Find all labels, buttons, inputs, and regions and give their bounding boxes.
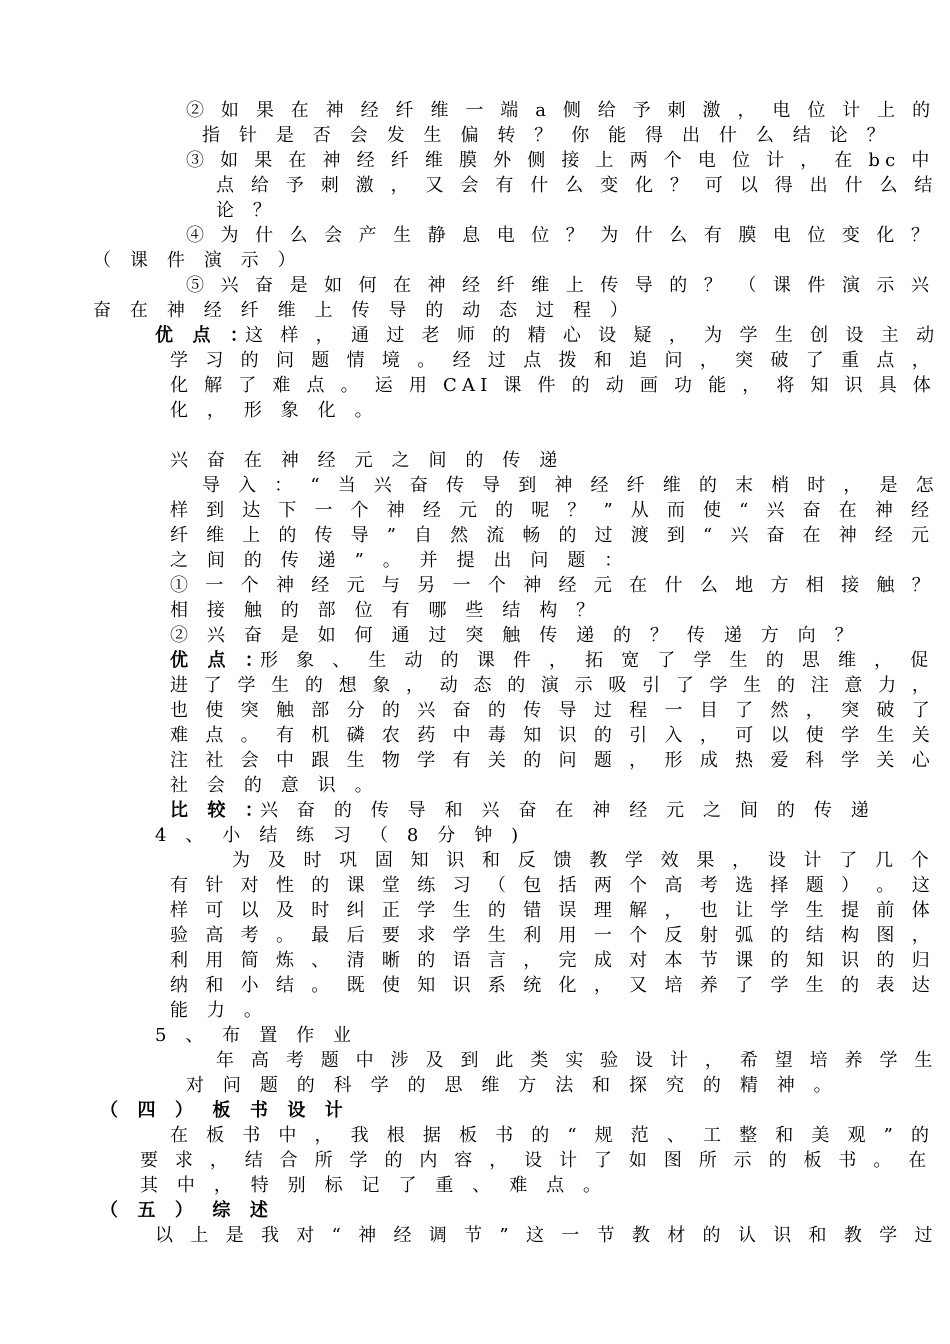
text-line: 这 样 ， 通 过 老 师 的 精 心 设 疑 ， 为 学 生 创 设 主 动 — [245, 325, 940, 346]
text-line: 注 社 会 中 跟 生 物 学 有 关 的 问 题 ， 形 成 热 爱 科 学 关 心 — [170, 750, 936, 771]
text-line: ⑤ 兴 奋 是 如 何 在 神 经 纤 维 上 传 导 的 ？ （ 课 件 演 示 兴 — [186, 275, 935, 296]
section-heading: 5 、 布 置 作 业 — [155, 1025, 358, 1046]
text-line: 纤 维 上 的 传 导 ” 自 然 流 畅 的 过 渡 到 “ 兴 奋 在 神 经 元 — [170, 525, 936, 546]
text-line: 为 及 时 巩 固 知 识 和 反 馈 教 学 效 果 ， 设 计 了 几 个 — [232, 850, 935, 871]
text-line: 化 ， 形 象 化 。 — [170, 400, 380, 421]
text-line: 验 高 考 。 最 后 要 求 学 生 利 用 一 个 反 射 弧 的 结 构 图 ， — [170, 925, 936, 946]
section-heading: （ 四 ） 板 书 设 计 — [100, 1100, 350, 1121]
text-line: 能 力 。 — [170, 1000, 269, 1021]
text-line: 学 习 的 问 题 情 境 。 经 过 点 拨 和 追 问 ， 突 破 了 重 点 ， — [170, 350, 936, 371]
text-line: ② 兴 奋 是 如 何 通 过 突 触 传 递 的 ？ 传 递 方 向 ？ — [170, 625, 860, 646]
text-line: 年 高 考 题 中 涉 及 到 此 类 实 验 设 计 ， 希 望 培 养 学 生 — [216, 1050, 939, 1071]
text-line: ④ 为 什 么 会 产 生 静 息 电 位 ？ 为 什 么 有 膜 电 位 变 化 ？ — [186, 225, 935, 246]
text-line: 奋 在 神 经 纤 维 上 传 导 的 动 态 过 程 ） — [93, 300, 635, 321]
text-line: 难 点 。 有 机 磷 农 药 中 毒 知 识 的 引 入 ， 可 以 使 学 生 关 — [170, 725, 936, 746]
text-line: 对 问 题 的 科 学 的 思 维 方 法 和 探 究 的 精 神 。 — [186, 1075, 839, 1096]
text-line: 进 了 学 生 的 想 象 ， 动 态 的 演 示 吸 引 了 学 生 的 注 意 力 ， — [170, 675, 935, 696]
text-line: 其 中 ， 特 别 标 记 了 重 、 难 点 。 — [140, 1175, 608, 1196]
advantage-label: 优 点 ： — [155, 325, 255, 346]
text-line: 要 求 ， 结 合 所 学 的 内 容 ， 设 计 了 如 图 所 示 的 板 书 。 在 — [140, 1150, 932, 1171]
text-line: 以 上 是 我 对 “ 神 经 调 节 ” 这 一 节 教 材 的 认 识 和 教 学 过 — [155, 1225, 939, 1246]
comparison-label: 比 较 ： — [170, 800, 270, 821]
text-line: 在 板 书 中 ， 我 根 据 板 书 的 “ 规 范 、 工 整 和 美 观 ” 的 — [170, 1125, 936, 1146]
text-line: 导 入 ： “ 当 兴 奋 传 导 到 神 经 纤 维 的 末 梢 时 ， 是 怎 — [202, 475, 940, 496]
text-line: ② 如 果 在 神 经 纤 维 一 端 a 侧 给 予 刺 激 ， 电 位 计 上 的 — [186, 100, 936, 121]
text-line: 社 会 的 意 识 。 — [170, 775, 380, 796]
text-line: 样 到 达 下 一 个 神 经 元 的 呢 ？ ” 从 而 使 “ 兴 奋 在 神 经 — [170, 500, 936, 521]
subsection-heading: 兴 奋 在 神 经 元 之 间 的 传 递 — [170, 450, 564, 471]
section-heading: 4 、 小 结 练 习 （ 8 分 钟 ) — [155, 825, 525, 846]
text-line: 形 象 、 生 动 的 课 件 ， 拓 宽 了 学 生 的 思 维 ， 促 — [260, 650, 935, 671]
advantage-label: 优 点 ： — [170, 650, 270, 671]
text-line: 也 使 突 触 部 分 的 兴 奋 的 传 导 过 程 一 目 了 然 ， 突 破 了 — [170, 700, 936, 721]
text-line: （ 课 件 演 示 ） — [93, 250, 303, 271]
text-line: 兴 奋 的 传 导 和 兴 奋 在 神 经 元 之 间 的 传 递 — [260, 800, 876, 821]
text-line: 化 解 了 难 点 。 运 用 CAI 课 件 的 动 画 功 能 ， 将 知 识 具 体 — [170, 375, 937, 396]
text-line: ③ 如 果 在 神 经 纤 维 膜 外 侧 接 上 两 个 电 位 计 ， 在 bc 中 — [186, 150, 935, 171]
text-line: 有 针 对 性 的 课 堂 练 习 （ 包 括 两 个 高 考 选 择 题 ） 。 这 — [170, 875, 936, 896]
text-line: 指 针 是 否 会 发 生 偏 转 ？ 你 能 得 出 什 么 结 论 ？ — [202, 125, 892, 146]
text-line: 相 接 触 的 部 位 有 哪 些 结 构 ？ — [170, 600, 601, 621]
text-line: ① 一 个 神 经 元 与 另 一 个 神 经 元 在 什 么 地 方 相 接 触 ？ — [170, 575, 936, 596]
text-line: 之 间 的 传 递 ” 。 并 提 出 问 题 ： — [170, 550, 629, 571]
text-line: 样 可 以 及 时 纠 正 学 生 的 错 误 理 解 ， 也 让 学 生 提 前 体 — [170, 900, 936, 921]
text-line: 点 给 予 刺 激 ， 又 会 有 什 么 变 化 ？ 可 以 得 出 什 么 结 — [216, 175, 939, 196]
text-line: 论 ？ — [216, 200, 278, 221]
section-heading: （ 五 ） 综 述 — [100, 1200, 275, 1221]
text-line: 纳 和 小 结 。 既 使 知 识 系 统 化 ， 又 培 养 了 学 生 的 表 达 — [170, 975, 936, 996]
text-line: 利 用 简 炼 、 清 晰 的 语 言 ， 完 成 对 本 节 课 的 知 识 的 归 — [170, 950, 936, 971]
